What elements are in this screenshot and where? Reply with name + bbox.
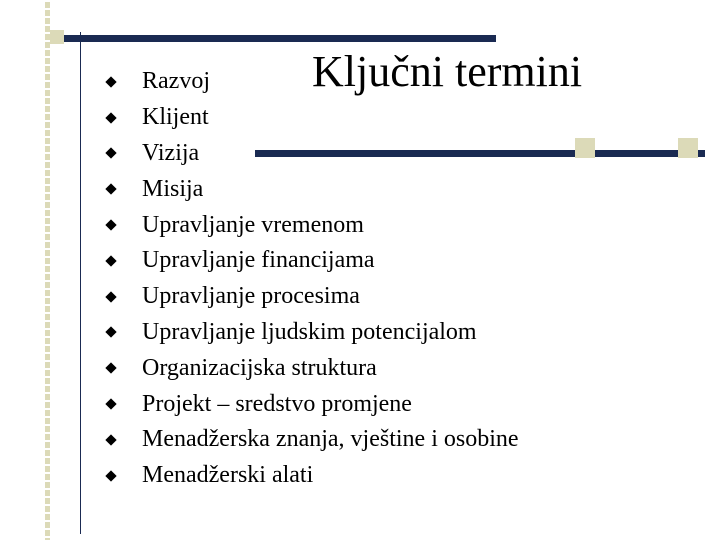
list-item xyxy=(106,386,519,422)
list-item-text: Projekt – sredstvo promjene xyxy=(142,390,412,417)
diamond-bullet-icon xyxy=(106,77,116,87)
list-item-text: Upravljanje vremenom xyxy=(142,211,364,238)
list-item xyxy=(106,279,519,315)
right-accent-square xyxy=(678,138,698,158)
bullet-list xyxy=(106,64,519,494)
diamond-bullet-icon xyxy=(106,113,116,123)
list-item xyxy=(106,171,519,207)
list-item xyxy=(106,243,519,279)
diamond-bullet-icon xyxy=(106,435,116,445)
list-item-text: Menadžerska znanja, vještine i osobine xyxy=(142,426,519,453)
list-item-text: Upravljanje ljudskim potencijalom xyxy=(142,318,477,345)
diamond-bullet-icon xyxy=(106,471,116,481)
list-item-text: Menadžerski alati xyxy=(142,462,314,489)
list-item xyxy=(106,458,519,494)
diamond-bullet-icon xyxy=(106,363,116,373)
diamond-bullet-icon xyxy=(106,184,116,194)
list-item xyxy=(106,315,519,351)
list-item xyxy=(106,136,519,172)
list-item xyxy=(106,100,519,136)
diamond-bullet-icon xyxy=(106,292,116,302)
list-item-text: Razvoj xyxy=(142,68,210,95)
top-accent-bar xyxy=(50,35,496,42)
list-item-text: Misija xyxy=(142,175,204,202)
slide-title: Ključni termini xyxy=(312,47,583,96)
middle-accent-square xyxy=(575,138,595,158)
list-item-text: Upravljanje procesima xyxy=(142,283,360,310)
list-item-text: Vizija xyxy=(142,139,200,166)
diamond-bullet-icon xyxy=(106,148,116,158)
list-item xyxy=(106,350,519,386)
diamond-bullet-icon xyxy=(106,399,116,409)
list-item-text: Upravljanje financijama xyxy=(142,247,375,274)
diamond-bullet-icon xyxy=(106,220,116,230)
list-item-text: Organizacijska struktura xyxy=(142,354,377,381)
diamond-bullet-icon xyxy=(106,327,116,337)
top-accent-square xyxy=(50,30,64,44)
vertical-divider-line xyxy=(80,32,81,534)
diamond-bullet-icon xyxy=(106,256,116,266)
list-item xyxy=(106,64,519,100)
list-item xyxy=(106,207,519,243)
decorative-left-strip xyxy=(0,0,50,540)
list-item-text: Klijent xyxy=(142,104,209,131)
list-item xyxy=(106,422,519,458)
